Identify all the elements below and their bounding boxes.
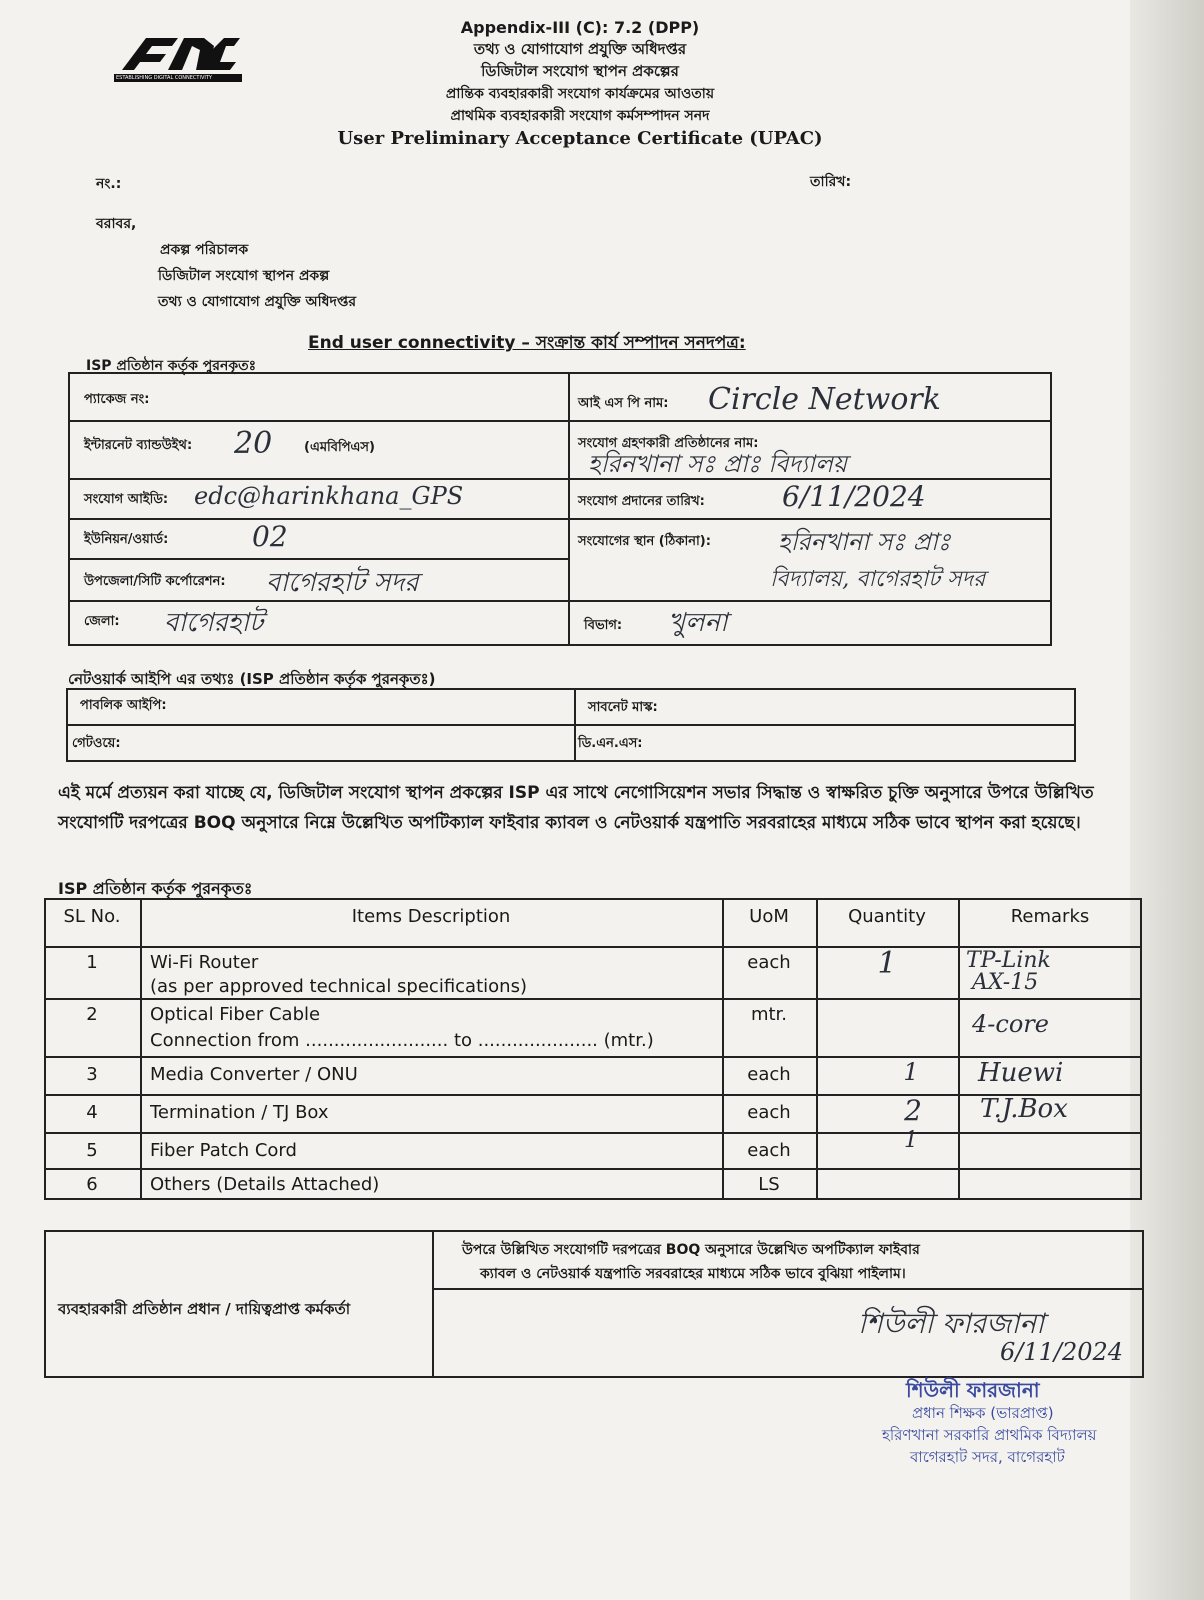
table-row-3-qty: 1 bbox=[903, 1058, 919, 1086]
upazila-value: বাগেরহাট সদর bbox=[266, 568, 419, 598]
certificate-title: User Preliminary Acceptance Certificate (UPAC) bbox=[337, 128, 823, 149]
table-row-4-desc: Termination / TJ Box bbox=[150, 1102, 329, 1123]
certificate-bangla-title: প্রাথমিক ব্যবহারকারী সংযোগ কর্মসম্পাদন সনদ bbox=[450, 108, 710, 124]
table-row-1-sl: 1 bbox=[86, 952, 98, 973]
address-line-1: প্রকল্প পরিচালক bbox=[160, 242, 249, 258]
union-ward-value: 02 bbox=[252, 520, 288, 553]
table-row-1-qty: 1 bbox=[877, 946, 897, 981]
program-line: প্রান্তিক ব্যবহারকারী সংযোগ কার্যক্রমের আওতায় bbox=[445, 86, 715, 102]
col-sl-no: SL No. bbox=[63, 906, 121, 927]
isp-name-value: Circle Network bbox=[708, 382, 941, 417]
connection-id-label: সংযোগ আইডি: bbox=[84, 492, 169, 507]
table-row-3-remarks: Huewi bbox=[978, 1058, 1064, 1088]
table-row-2-desc: Optical Fiber Cable bbox=[150, 1004, 321, 1025]
col-quantity: Quantity bbox=[848, 906, 926, 927]
appendix-title: Appendix-III (C): 7.2 (DPP) bbox=[460, 18, 700, 37]
table-row-4-sl: 4 bbox=[86, 1102, 98, 1123]
package-no-label: প্যাকেজ নং: bbox=[84, 392, 150, 407]
subnet-mask-label: সাবনেট মাস্ক: bbox=[588, 700, 658, 715]
col-remarks: Remarks bbox=[1010, 906, 1090, 927]
table-row-5-sl: 5 bbox=[86, 1140, 98, 1161]
stamp-school: হরিণখানা সরকারি প্রাথমিক বিদ্যালয় bbox=[882, 1426, 1097, 1444]
public-ip-label: পাবলিক আইপি: bbox=[80, 698, 167, 713]
stamp-title: প্রধান শিক্ষক (ভারপ্রাপ্ত) bbox=[912, 1404, 1054, 1422]
upazila-label: উপজেলা/সিটি কর্পোরেশন: bbox=[84, 574, 226, 589]
address-line-3: তথ্য ও যোগাযোগ প্রযুক্তি অধিদপ্তর bbox=[158, 294, 357, 310]
table-row-6-sl: 6 bbox=[86, 1174, 98, 1195]
recipient-org-label: সংযোগ গ্রহণকারী প্রতিষ্ঠানের নাম: bbox=[578, 436, 759, 451]
project-name: ডিজিটাল সংযোগ স্থাপন প্রকল্পের bbox=[481, 62, 679, 80]
bandwidth-label: ইন্টারনেট ব্যান্ডউইথ: bbox=[84, 438, 193, 453]
table-row-4-qty: 2 bbox=[904, 1094, 922, 1127]
district-label: জেলা: bbox=[84, 614, 120, 629]
connection-date-value: 6/11/2024 bbox=[782, 480, 926, 513]
signature-date: 6/11/2024 bbox=[1000, 1338, 1124, 1366]
division-label: বিভাগ: bbox=[584, 618, 623, 633]
table-row-3-sl: 3 bbox=[86, 1064, 98, 1085]
col-uom: UoM bbox=[749, 906, 789, 927]
stamp-location: বাগেরহাট সদর, বাগেরহাট bbox=[910, 1448, 1065, 1466]
recipient-org-value: হরিনখানা সঃ প্রাঃ বিদ্যালয় bbox=[588, 450, 847, 478]
district-value: বাগেরহাট bbox=[164, 608, 264, 638]
acceptance-text-1: উপরে উল্লিখিত সংযোগটি দরপত্রের BOQ অনুসারে উল্লেখিত অপটিক্যাল ফাইবার bbox=[462, 1242, 920, 1258]
division-value: খুলনা bbox=[668, 608, 728, 638]
col-description: Items Description bbox=[351, 906, 511, 927]
connection-location-value-1: হরিনখানা সঃ প্রাঃ bbox=[778, 528, 951, 556]
table-row-4-remarks: T.J.Box bbox=[980, 1094, 1068, 1124]
connection-location-value-2: বিদ্যালয়, বাগেরহাট সদর bbox=[770, 567, 986, 592]
table-row-3-uom: each bbox=[747, 1064, 791, 1085]
table-row-1-desc-2: (as per approved technical specifications) bbox=[150, 976, 527, 997]
union-ward-label: ইউনিয়ন/ওয়ার্ড: bbox=[84, 532, 169, 547]
table-row-6-desc: Others (Details Attached) bbox=[150, 1174, 380, 1195]
table-row-2-remarks: 4-core bbox=[972, 1010, 1049, 1038]
reference-no-label: নং.: bbox=[96, 176, 122, 192]
isp-name-label: আই এস পি নাম: bbox=[578, 396, 669, 411]
signature-name: শিউলী ফারজানা bbox=[858, 1307, 1045, 1340]
connection-id-value: edc@harinkhana_GPS bbox=[194, 482, 464, 510]
logo-tagline: ESTABLISHING DIGITAL CONNECTIVITY bbox=[116, 75, 212, 81]
gateway-label: গেটওয়ে: bbox=[72, 736, 121, 751]
table-row-1-remarks-2: AX-15 bbox=[972, 970, 1039, 995]
table-row-4-uom: each bbox=[747, 1102, 791, 1123]
bandwidth-unit: (এমবিপিএস) bbox=[304, 440, 375, 455]
date-label: তারিখ: bbox=[810, 174, 852, 190]
table-row-2-desc-2: Connection from ......................... to ..................... (mtr.) bbox=[150, 1030, 654, 1051]
table-row-5-desc: Fiber Patch Cord bbox=[150, 1140, 297, 1161]
isp-filled-label-2: ISP প্রতিষ্ঠান কর্তৃক পুরনকৃতঃ bbox=[58, 879, 253, 898]
network-ip-title: নেটওয়ার্ক আইপি এর তথ্যঃ (ISP প্রতিষ্ঠান কর্তৃক পুরনকৃতঃ) bbox=[68, 670, 436, 688]
table-row-2-sl: 2 bbox=[86, 1004, 98, 1025]
connection-location-label: সংযোগের স্থান (ঠিকানা): bbox=[578, 534, 711, 549]
edc-logo bbox=[112, 28, 244, 90]
connection-date-label: সংযোগ প্রদানের তারিখ: bbox=[578, 494, 705, 509]
table-row-5-qty: 1 bbox=[904, 1128, 918, 1153]
table-row-5-uom: each bbox=[747, 1140, 791, 1161]
isp-filled-label-1: ISP প্রতিষ্ঠান কর্তৃক পুরনকৃতঃ bbox=[86, 358, 257, 374]
department-name: তথ্য ও যোগাযোগ প্রযুক্তি অধিদপ্তর bbox=[473, 40, 687, 58]
table-row-1-desc: Wi-Fi Router bbox=[150, 952, 259, 973]
declaration-text: এই মর্মে প্রত্যয়ন করা যাচ্ছে যে, ডিজিটাল সংযোগ স্থাপন প্রকল্পের ISP এর সাথে নেগোসিয়েশন সভার সিদ্ধান্ত ও স্বাক্ষরিত চুক্তি অনুসারে উপরে উল্লিখিত সংযোগটি দরপত্রের BOQ অনুসারে নিম্নে উল্লেখিত অপটিক্যাল ফাইবার ক্যাবল ও নেটওয়ার্ক যন্ত্রপাতি সরবরাহের মাধ্যমে সঠিক ভাবে স্থাপন করা হয়েছে। bbox=[58, 783, 1094, 833]
table-row-2-uom: mtr. bbox=[750, 1004, 788, 1025]
bandwidth-value: 20 bbox=[234, 426, 273, 461]
to-label: বরাবর, bbox=[96, 216, 137, 232]
table-row-1-remarks: TP-Link bbox=[966, 948, 1051, 973]
dns-label: ডি.এন.এস: bbox=[578, 736, 643, 751]
table-row-3-desc: Media Converter / ONU bbox=[150, 1064, 358, 1085]
acceptance-text-2: ক্যাবল ও নেটওয়ার্ক যন্ত্রপাতি সরবরাহের মাধ্যমে সঠিক ভাবে বুঝিয়া পাইলাম। bbox=[480, 1266, 906, 1282]
address-line-2: ডিজিটাল সংযোগ স্থাপন প্রকল্প bbox=[158, 268, 330, 284]
table-row-6-uom: LS bbox=[758, 1174, 780, 1195]
stamp-name: শিউলী ফারজানা bbox=[906, 1378, 1040, 1402]
section-title: End user connectivity – সংক্রান্ত কার্য সম্পাদন সনদপত্র: bbox=[308, 333, 746, 353]
head-of-institution-label: ব্যবহারকারী প্রতিষ্ঠান প্রধান / দায়িত্বপ্রাপ্ত কর্মকর্তা bbox=[58, 1300, 351, 1318]
table-row-1-uom: each bbox=[747, 952, 791, 973]
